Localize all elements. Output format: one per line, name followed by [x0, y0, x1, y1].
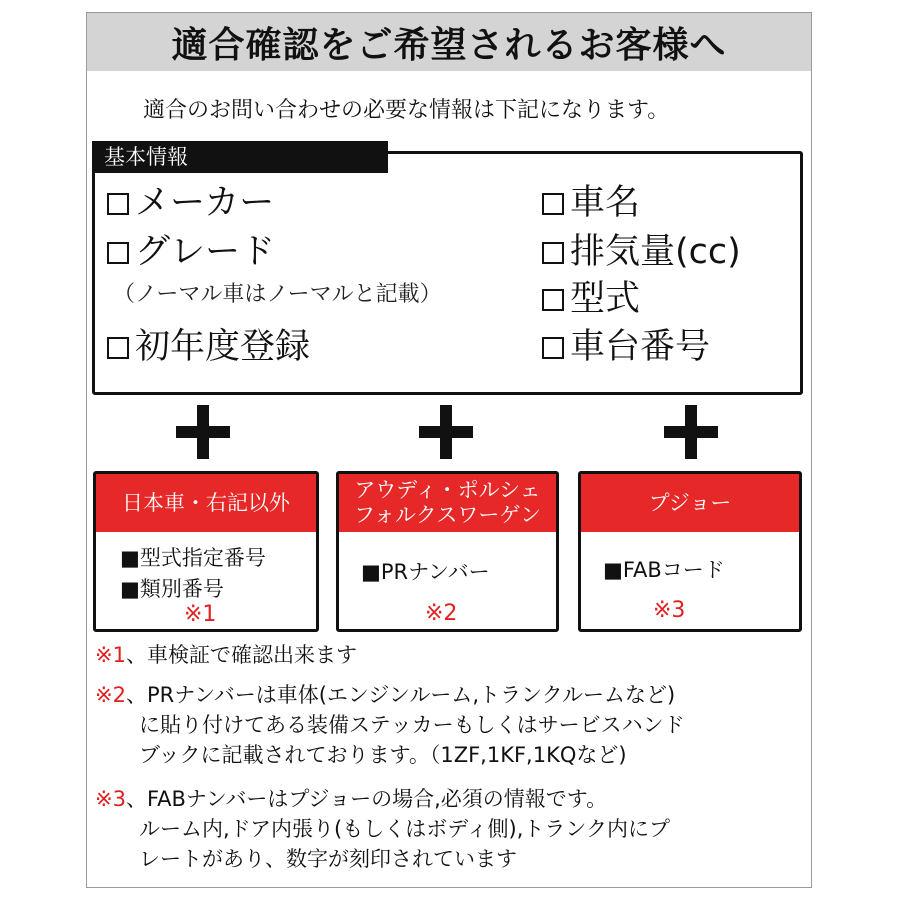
checklist-item-label: 排気量(cc) — [570, 232, 741, 272]
footnote-ref: ※1 — [184, 602, 217, 627]
checklist-item-label: 型式 — [570, 279, 641, 319]
plus-icon — [176, 405, 230, 459]
footnote-text: ルーム内,ドア内張り(もしくはボディ側),トランク内にプ — [139, 817, 671, 841]
footnote-text: 、車検証で確認出来ます — [125, 643, 357, 667]
footnote-3 — [95, 784, 670, 874]
footnote-text: 、PRナンバーは車体(エンジンルーム,トランクルームなど) — [125, 683, 676, 707]
category-item: ■型式指定番号 — [120, 546, 266, 570]
intro-text: 適合のお問い合わせの必要な情報は下記になります。 — [143, 98, 670, 123]
checklist-item-chassis-number — [542, 327, 710, 367]
title-bar — [87, 13, 811, 71]
checklist-item-model — [542, 279, 640, 319]
category-title: プジョー — [581, 474, 799, 532]
checklist-item-grade — [107, 232, 275, 272]
checklist-item-label: 車名 — [570, 183, 641, 223]
footnote-text: 、FABナンバーはプジョーの場合,必須の情報です。 — [125, 787, 608, 811]
footnote-text: ブックに記載されております。（1ZF,1KF,1KQなど) — [139, 743, 627, 767]
footnote-2 — [95, 680, 685, 770]
footnote-text: レートがあり、数字が刻印されています — [139, 847, 517, 871]
category-title — [339, 474, 556, 532]
footnote-mark: ※2 — [95, 683, 126, 707]
grade-note: （ノーマル車はノーマルと記載） — [113, 282, 442, 307]
checkbox-icon — [542, 242, 564, 264]
checklist-item-first-registration — [107, 327, 310, 367]
footnote-1 — [95, 640, 357, 670]
plus-icon — [419, 405, 473, 459]
checklist-item-label: メーカー — [135, 183, 275, 223]
plus-icon — [664, 405, 718, 459]
checklist-item-maker — [107, 183, 274, 223]
category-title-line: アウディ・ポルシェ — [354, 478, 541, 502]
checklist-item-label: 初年度登録 — [135, 327, 311, 367]
checklist-item-displacement — [542, 232, 741, 272]
category-box-peugeot — [578, 471, 802, 632]
footnote-mark: ※3 — [95, 787, 126, 811]
page-title: 適合確認をご希望されるお客様へ — [171, 24, 727, 66]
checkbox-icon — [107, 242, 129, 264]
category-item: ■類別番号 — [120, 577, 224, 601]
category-item: ■PRナンバー — [361, 560, 490, 584]
basic-info-label: 基本情報 — [92, 141, 388, 173]
footnote-ref: ※2 — [425, 601, 458, 626]
category-box-vag — [336, 471, 559, 632]
checkbox-icon — [107, 337, 129, 359]
category-item: ■FABコード — [603, 558, 725, 582]
footnote-ref: ※3 — [653, 598, 686, 623]
footnote-mark: ※1 — [95, 643, 126, 667]
category-box-japanese — [93, 471, 319, 632]
checklist-item-car-name — [542, 183, 640, 223]
info-card — [86, 12, 812, 888]
checkbox-icon — [542, 193, 564, 215]
checkbox-icon — [107, 193, 129, 215]
checkbox-icon — [542, 289, 564, 311]
category-title: 日本車・右記以外 — [96, 474, 316, 532]
checkbox-icon — [542, 337, 564, 359]
checklist-item-label: グレード — [135, 232, 276, 272]
category-title-line: フォルクスワーゲン — [354, 503, 541, 527]
checklist-item-label: 車台番号 — [570, 327, 711, 367]
footnote-text: に貼り付けてある装備ステッカーもしくはサービスハンド — [139, 713, 685, 737]
